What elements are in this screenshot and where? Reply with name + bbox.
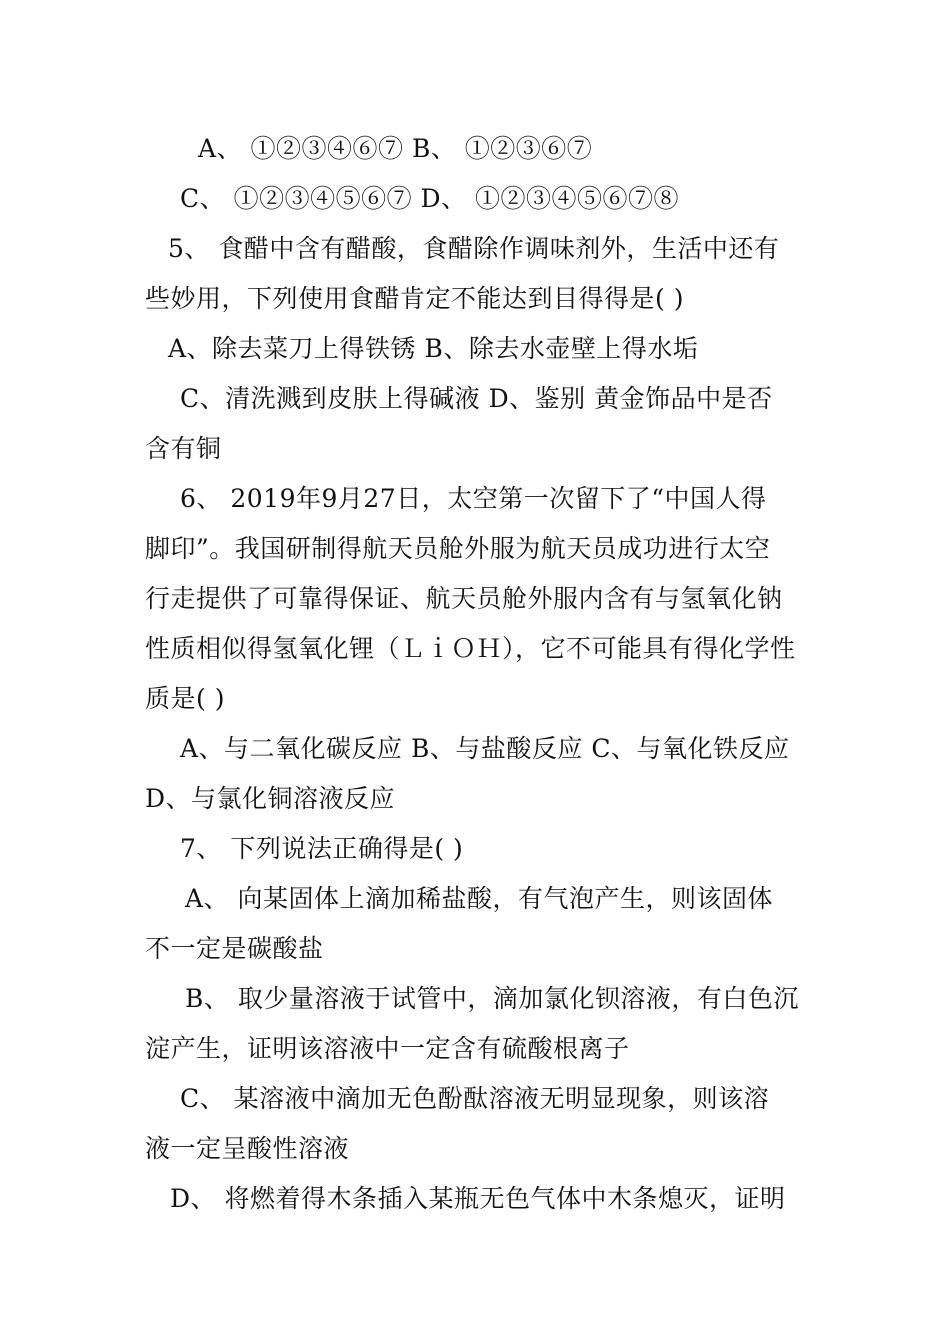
q7-option-c-line-2: 液一定呈酸性溶液 — [145, 1134, 350, 1163]
q7-option-d-line-1: D、 将燃着得木条插入某瓶无色气体中木条熄灭，证明 — [170, 1184, 786, 1213]
q5-options-d-cont: 含有铜 — [145, 434, 222, 463]
q5-options-c-d: C、清洗溅到皮肤上得碱液 D、鉴别 黄金饰品中是否 — [180, 384, 773, 413]
q6-stem-line-1: 6、 2019年9月27日，太空第一次留下了“中国人得 — [180, 484, 767, 513]
q6-stem-line-5: 质是( ) — [145, 684, 225, 713]
q7-option-c-line-1: C、 某溶液中滴加无色酚酞溶液无明显现象，则该溶 — [180, 1084, 770, 1113]
q7-option-b-line-1: B、 取少量溶液于试管中，滴加氯化钡溶液，有白色沉 — [185, 984, 799, 1013]
q4-options-a-b: A、 ①②③④⑥⑦ B、 ①②③⑥⑦ — [198, 134, 593, 163]
q5-stem-line-2: 些妙用，下列使用食醋肯定不能达到目得得是( ) — [145, 284, 684, 313]
q6-stem-line-2: 脚印”。我国研制得航天员舱外服为航天员成功进行太空 — [145, 534, 771, 563]
q7-option-a-line-2: 不一定是碳酸盐 — [145, 934, 324, 963]
q6-options-a-c: A、与二氧化碳反应 B、与盐酸反应 C、与氧化铁反应 — [180, 734, 790, 763]
q5-options-a-b: A、除去菜刀上得铁锈 B、除去水壶壁上得水垢 — [168, 334, 699, 363]
q7-option-a-line-1: A、 向某固体上滴加稀盐酸，有气泡产生，则该固体 — [185, 884, 774, 913]
q6-option-d: D、与氯化铜溶液反应 — [145, 784, 396, 813]
q6-stem-line-4: 性质相似得氢氧化锂（ＬｉＯＨ），它不可能具有得化学性 — [145, 634, 796, 663]
q7-option-b-line-2: 淀产生，证明该溶液中一定含有硫酸根离子 — [145, 1034, 630, 1063]
q4-options-c-d: C、 ①②③④⑤⑥⑦ D、 ①②③④⑤⑥⑦⑧ — [180, 184, 680, 213]
q5-stem-line-1: 5、 食醋中含有醋酸，食醋除作调味剂外，生活中还有 — [168, 234, 780, 263]
q6-stem-line-3: 行走提供了可靠得保证、航天员舱外服内含有与氢氧化钠 — [145, 584, 783, 613]
q7-stem: 7、 下列说法正确得是( ) — [180, 834, 464, 863]
